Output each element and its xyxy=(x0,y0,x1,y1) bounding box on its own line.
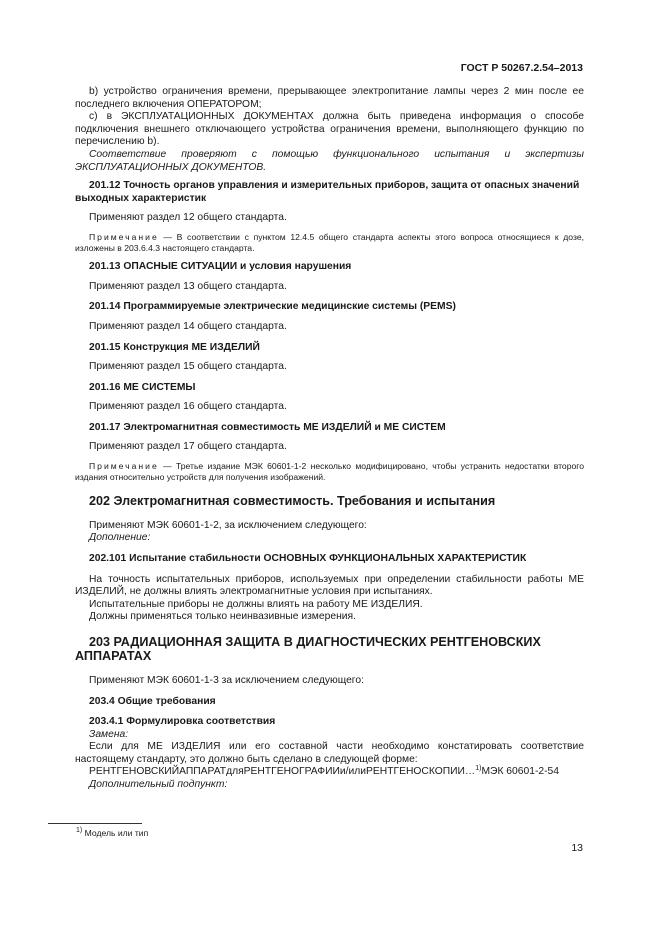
heading-201-12: 201.12 Точность органов управления и измерительных приборов, защита от опасных значений выходных характеристик xyxy=(75,180,580,204)
statement-text: РЕНТГЕНОВСКИЙАППАРАТдляРЕНТГЕНОГРАФИИи/илиРЕНТГЕНОСКОПИИ… xyxy=(89,766,476,778)
footnote-separator xyxy=(48,823,142,824)
paragraph: Применяют раздел 12 общего стандарта. xyxy=(89,212,287,224)
footnote-text: Модель или тип xyxy=(84,828,149,838)
paragraph: Если для МЕ ИЗДЕЛИЯ или его составной части необходимо констатировать соответствие настоящему стандарту, это должно быть сделано в следующей форме: xyxy=(75,741,584,765)
note xyxy=(75,232,584,253)
paragraph: На точность испытательных приборов, используемых при определении стабильности работы МЕ ИЗДЕЛИЙ, не должны влиять электромагнитные условия при испытаниях. xyxy=(75,573,584,598)
heading-201-13: 201.13 ОПАСНЫЕ СИТУАЦИИ и условия нарушения xyxy=(89,261,352,273)
note-label: Примечание xyxy=(89,231,159,242)
heading-201-16: 201.16 МЕ СИСТЕМЫ xyxy=(89,381,196,393)
note-text: — В соответствии с пунктом 12.4.5 общего стандарта аспекты этого вопроса относящиеся к дозе, изложены в 203.6.4.3 настоящего стандарта. xyxy=(75,231,584,253)
heading-203: 203 РАДИАЦИОННАЯ ЗАЩИТА В ДИАГНОСТИЧЕСКИХ РЕНТГЕНОВСКИХ АППАРАТАХ xyxy=(75,634,541,664)
paragraph: Должны применяться только неинвазивные измерения. xyxy=(89,611,356,623)
paragraph: Применяют МЭК 60601-1-2, за исключением следующего: xyxy=(89,519,367,531)
note-text: — Третье издание МЭК 60601-1-2 несколько модифицировано, чтобы устранить недостатки второго издания относительно устройств для получения изображений. xyxy=(75,461,584,482)
conformance-statement xyxy=(75,766,584,779)
footnote-ref: 1) xyxy=(475,765,482,773)
paragraph: Применяют раздел 14 общего стандарта. xyxy=(89,320,287,332)
list-item-b: b) устройство ограничения времени, прерывающее электропитание лампы через 2 мин после ее последнего включения ОПЕРАТОРОМ; xyxy=(75,86,584,110)
replacement-label: Замена: xyxy=(89,728,129,740)
footnote-marker: 1) xyxy=(76,827,83,834)
heading-202-101: 202.101 Испытание стабильности ОСНОВНЫХ ФУНКЦИОНАЛЬНЫХ ХАРАКТЕРИСТИК xyxy=(89,552,527,564)
list-item-c: c) в ЭКСПЛУАТАЦИОННЫХ ДОКУМЕНТАХ должна быть приведена информация о способе подключения внешнего отключающего устройства ограничения времени, выполняющего функцию по перечислению b). xyxy=(75,111,584,148)
paragraph: Применяют раздел 16 общего стандарта. xyxy=(89,401,287,413)
heading-201-15: 201.15 Конструкция МЕ ИЗДЕЛИЙ xyxy=(89,341,260,353)
compliance-text: Соответствие проверяют с помощью функционального испытания и экспертизы ЭКСПЛУАТАЦИОННЫХ ДОКУМЕНТОВ. xyxy=(75,148,584,173)
paragraph: Применяют раздел 13 общего стандарта. xyxy=(89,280,287,292)
heading-203-4-1: 203.4.1 Формулировка соответствия xyxy=(89,716,276,728)
paragraph: Применяют МЭК 60601-1-3 за исключением следующего: xyxy=(89,674,364,686)
heading-203-4: 203.4 Общие требования xyxy=(89,695,216,707)
paragraph: Применяют раздел 15 общего стандарта. xyxy=(89,361,287,373)
heading-201-17: 201.17 Электромагнитная совместимость МЕ ИЗДЕЛИЙ и МЕ СИСТЕМ xyxy=(89,421,446,433)
document-number: ГОСТ Р 50267.2.54–2013 xyxy=(460,62,583,74)
paragraph: Испытательные приборы не должны влиять на работу МЕ ИЗДЕЛИЯ. xyxy=(89,598,423,610)
addition-label: Дополнение: xyxy=(89,532,151,544)
page-number: 13 xyxy=(571,842,583,854)
note xyxy=(75,461,584,482)
heading-201-14: 201.14 Программируемые электрические медицинские системы (PEMS) xyxy=(89,301,456,313)
note-label: Примечание xyxy=(89,461,159,472)
page-body xyxy=(75,86,584,792)
statement-standard: МЭК 60601-2-54 xyxy=(481,766,559,778)
paragraph: Применяют раздел 17 общего стандарта. xyxy=(89,441,287,453)
heading-202: 202 Электромагнитная совместимость. Требования и испытания xyxy=(89,494,496,509)
additional-subclause-label: Дополнительный подпункт: xyxy=(89,779,228,791)
footnote xyxy=(76,828,148,838)
